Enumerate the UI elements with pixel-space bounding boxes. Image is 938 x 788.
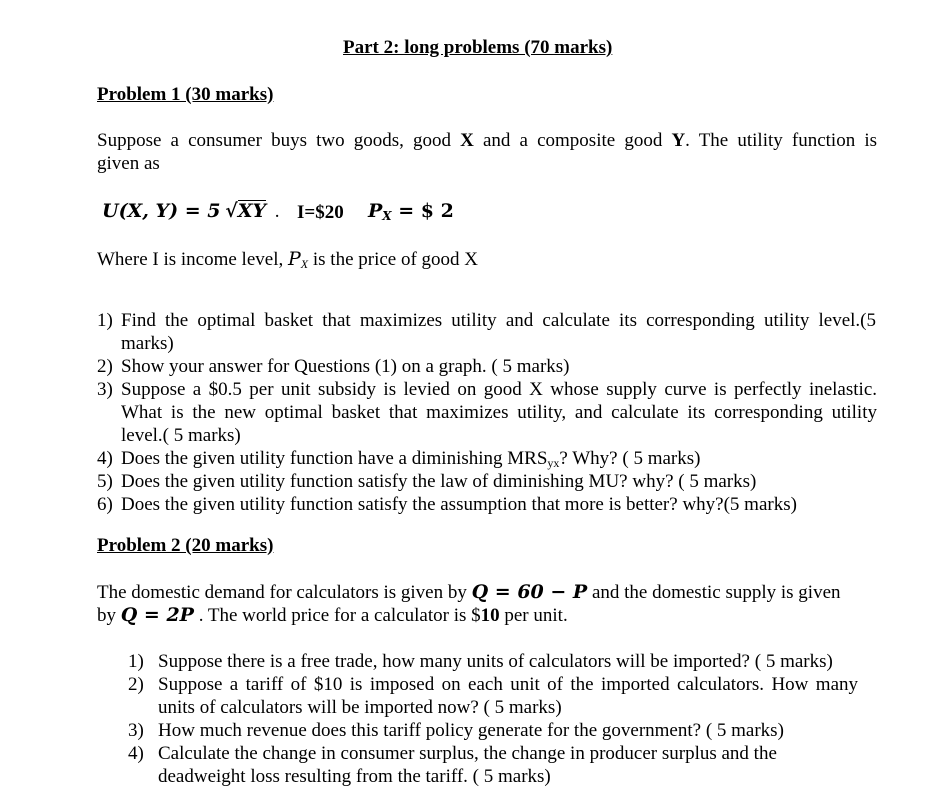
p1-q4-line1 [121,448,700,470]
p1-q4-sub: yx [547,456,560,470]
p2-line2-pre: by [97,605,121,626]
p1-q3-text2: What is the new optimal basket that maximizes utility, and calculate its corresponding utility [121,402,877,423]
p1-q3-number: 3) [97,379,113,400]
problem1-intro-line2: given as [97,153,160,174]
p1-q5-line1: Does the given utility function satisfy the law of diminishing MU? why? ( 5 marks) [121,471,757,492]
p2-q4-line2: deadweight loss resulting from the tariff. ( 5 marks) [158,766,551,787]
p2-line2-mid: . The world price for a calculator is $ [193,605,481,626]
where-sub: X [300,257,309,271]
world-price: 10 [480,605,500,626]
p1-q3-line2 [121,402,877,424]
problem2-intro-line2 [97,604,568,627]
p1-q1-line1 [121,310,876,332]
p1-q3-line1 [121,379,877,401]
p2-line1-post: and the domestic supply is given [587,582,841,603]
p1-q3-line3: level.( 5 marks) [121,425,241,446]
p1-q1-number: 1) [97,310,113,331]
price-value: = $ 2 [391,200,454,222]
price-x-formula [368,200,454,223]
p1-q3-text1: Suppose a $0.5 per unit subsidy is levied on good X whose supply curve is perfectly inelastic. [121,379,877,400]
sqrt-sign: √ [225,200,238,222]
p2-line1-pre: The domestic demand for calculators is given by [97,582,472,603]
utility-formula: U(X, Y) = 5 √XY . [102,200,280,222]
p2-q4-line1: Calculate the change in consumer surplus, the change in producer surplus and the [158,743,777,764]
part-title: Part 2: long problems (70 marks) [343,37,613,58]
radicand: XY [237,200,267,222]
p1-q4-number: 4) [97,448,113,469]
p1-q5-number: 5) [97,471,113,492]
p1-q6-line1: Does the given utility function satisfy the assumption that more is better? why?(5 marks) [121,494,797,515]
utility-lhs: U(X, Y) = 5 [102,200,221,222]
p2-line2-post: per unit. [499,605,568,626]
p1-q1-text1: Find the optimal basket that maximizes utility and calculate its corresponding utility level.(5 [121,310,876,331]
demand-equation: Q = 60 − P [471,581,588,603]
supply-equation: Q = 2P [120,604,194,626]
problem2-intro-line1 [97,581,841,604]
p1-q4-pre: Does the given utility function have a diminishing MRS [121,448,548,469]
p1-q2-line1: Show your answer for Questions (1) on a graph. ( 5 marks) [121,356,570,377]
p2-q2-line1 [158,674,858,696]
p1-q6-number: 6) [97,494,113,515]
income-value: I=$20 [297,202,344,223]
p2-q1-number: 1) [128,651,144,672]
intro-text: Suppose a consumer buys two goods, good X and a composite good Y. The utility function is [97,130,877,151]
price-sub: X [382,209,392,223]
where-prefix: Where I is income level, [97,249,288,270]
p2-q2-number: 2) [128,674,144,695]
p2-q4-number: 4) [128,743,144,764]
p2-q1-line1: Suppose there is a free trade, how many units of calculators will be imported? ( 5 marks) [158,651,833,672]
where-p: P [287,248,301,270]
p2-q3-number: 3) [128,720,144,741]
problem2-heading: Problem 2 (20 marks) [97,535,274,556]
where-line [97,248,478,271]
price-label: P [368,200,383,222]
problem1-intro-line1 [97,130,877,152]
p1-q1-line2: marks) [121,333,174,354]
p1-q2-number: 2) [97,356,113,377]
problem1-heading: Problem 1 (30 marks) [97,84,274,105]
p2-q3-line1: How much revenue does this tariff policy generate for the government? ( 5 marks) [158,720,784,741]
p1-q4-post: ? Why? ( 5 marks) [559,448,701,469]
p2-q2-text1: Suppose a tariff of $10 is imposed on each unit of the imported calculators. How many [158,674,858,695]
where-suffix: is the price of good X [308,249,479,270]
p2-q2-line2: units of calculators will be imported now? ( 5 marks) [158,697,562,718]
